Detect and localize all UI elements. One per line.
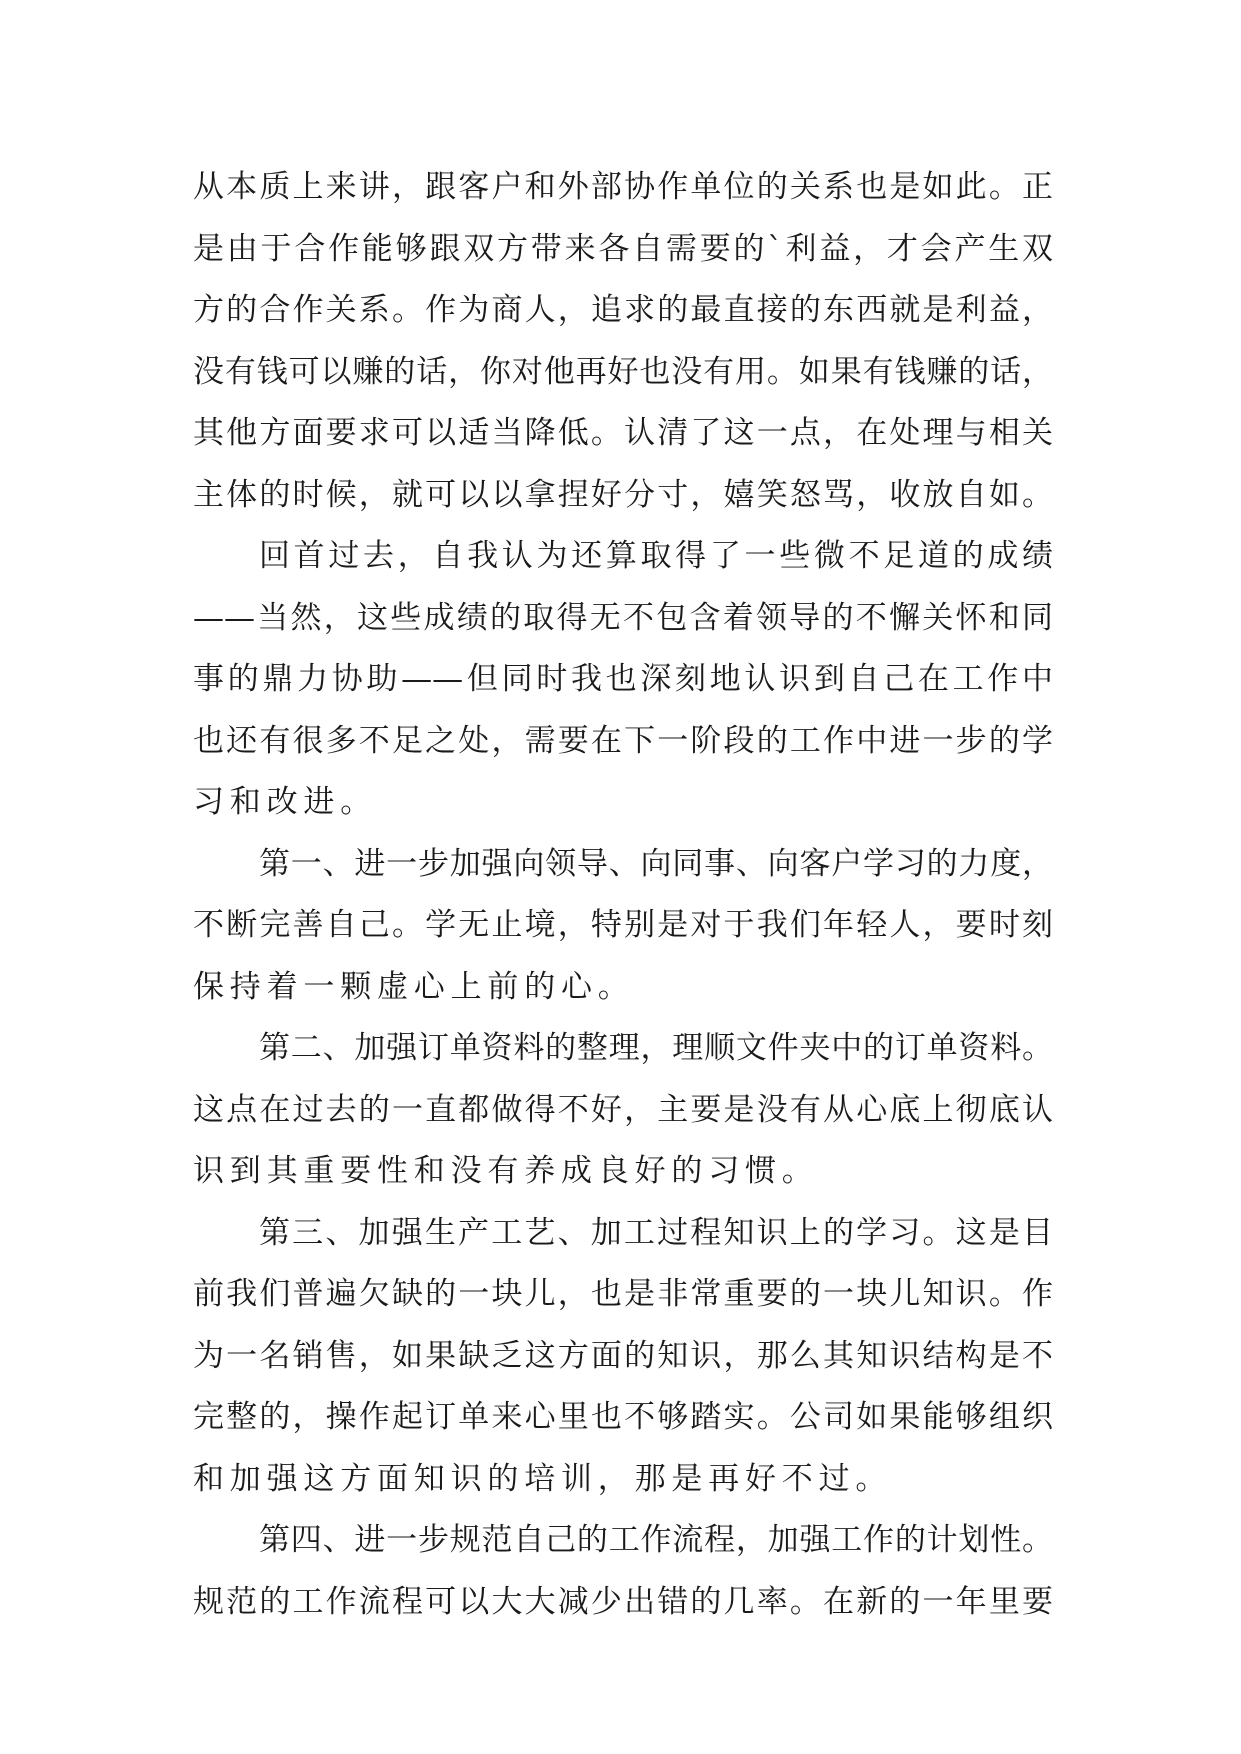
paragraph-first-line: 回首过去，自我认为还算取得了一些微不足道的成绩: [259, 538, 1053, 574]
text-line: 识到其重要性和没有养成良好的习惯。: [193, 1153, 819, 1189]
document-body: [193, 157, 1053, 1633]
text-line: 这点在过去的一直都做得不好，主要是没有从心底上彻底认: [193, 1091, 1053, 1128]
text-line: 保持着一颗虚心上前的心。: [193, 968, 635, 1005]
text-line: 为一名销售，如果缺乏这方面的知识，那么其知识结构是不: [193, 1337, 1053, 1374]
text-line: 完整的，操作起订单来心里也不够踏实。公司如果能够组织: [193, 1399, 1053, 1435]
text-line: 前我们普遍欠缺的一块儿，也是非常重要的一块儿知识。作: [193, 1276, 1053, 1312]
text-line: 不断完善自己。学无止境，特别是对于我们年轻人，要时刻: [193, 907, 1053, 943]
text-line: 主体的时候，就可以以拿捏好分寸，嬉笑怒骂，收放自如。: [193, 476, 1053, 513]
text-line: 也还有很多不足之处，需要在下一阶段的工作中进一步的学: [193, 722, 1053, 759]
paragraph-first-line: 第四、进一步规范自己的工作流程，加强工作的计划性。: [259, 1522, 1053, 1558]
text-line: ——当然，这些成绩的取得无不包含着领导的不懈关怀和同: [193, 599, 1053, 636]
text-line: 规范的工作流程可以大大减少出错的几率。在新的一年里要: [193, 1583, 1053, 1620]
text-line: 方的合作关系。作为商人，追求的最直接的东西就是利益，: [193, 292, 1053, 328]
text-line: 其他方面要求可以适当降低。认清了这一点，在处理与相关: [193, 415, 1053, 451]
text-line: 是由于合作能够跟双方带来各自需要的`利益，才会产生双: [193, 230, 1053, 267]
paragraph-first-line: 第二、加强订单资料的整理，理顺文件夹中的订单资料。: [259, 1030, 1053, 1066]
paragraph-first-line: 第一、进一步加强向领导、向同事、向客户学习的力度，: [259, 845, 1053, 882]
paragraph-first-line: 第三、加强生产工艺、加工过程知识上的学习。这是目: [259, 1214, 1053, 1251]
text-line: 事的鼎力协助——但同时我也深刻地认识到自己在工作中: [193, 661, 1053, 697]
text-line: 习和改进。: [193, 784, 377, 820]
text-line: 从本质上来讲，跟客户和外部协作单位的关系也是如此。正: [193, 169, 1053, 205]
text-line: 没有钱可以赚的话，你对他再好也没有用。如果有钱赚的话，: [193, 353, 1053, 390]
text-line: 和加强这方面知识的培训，那是再好不过。: [193, 1460, 893, 1497]
